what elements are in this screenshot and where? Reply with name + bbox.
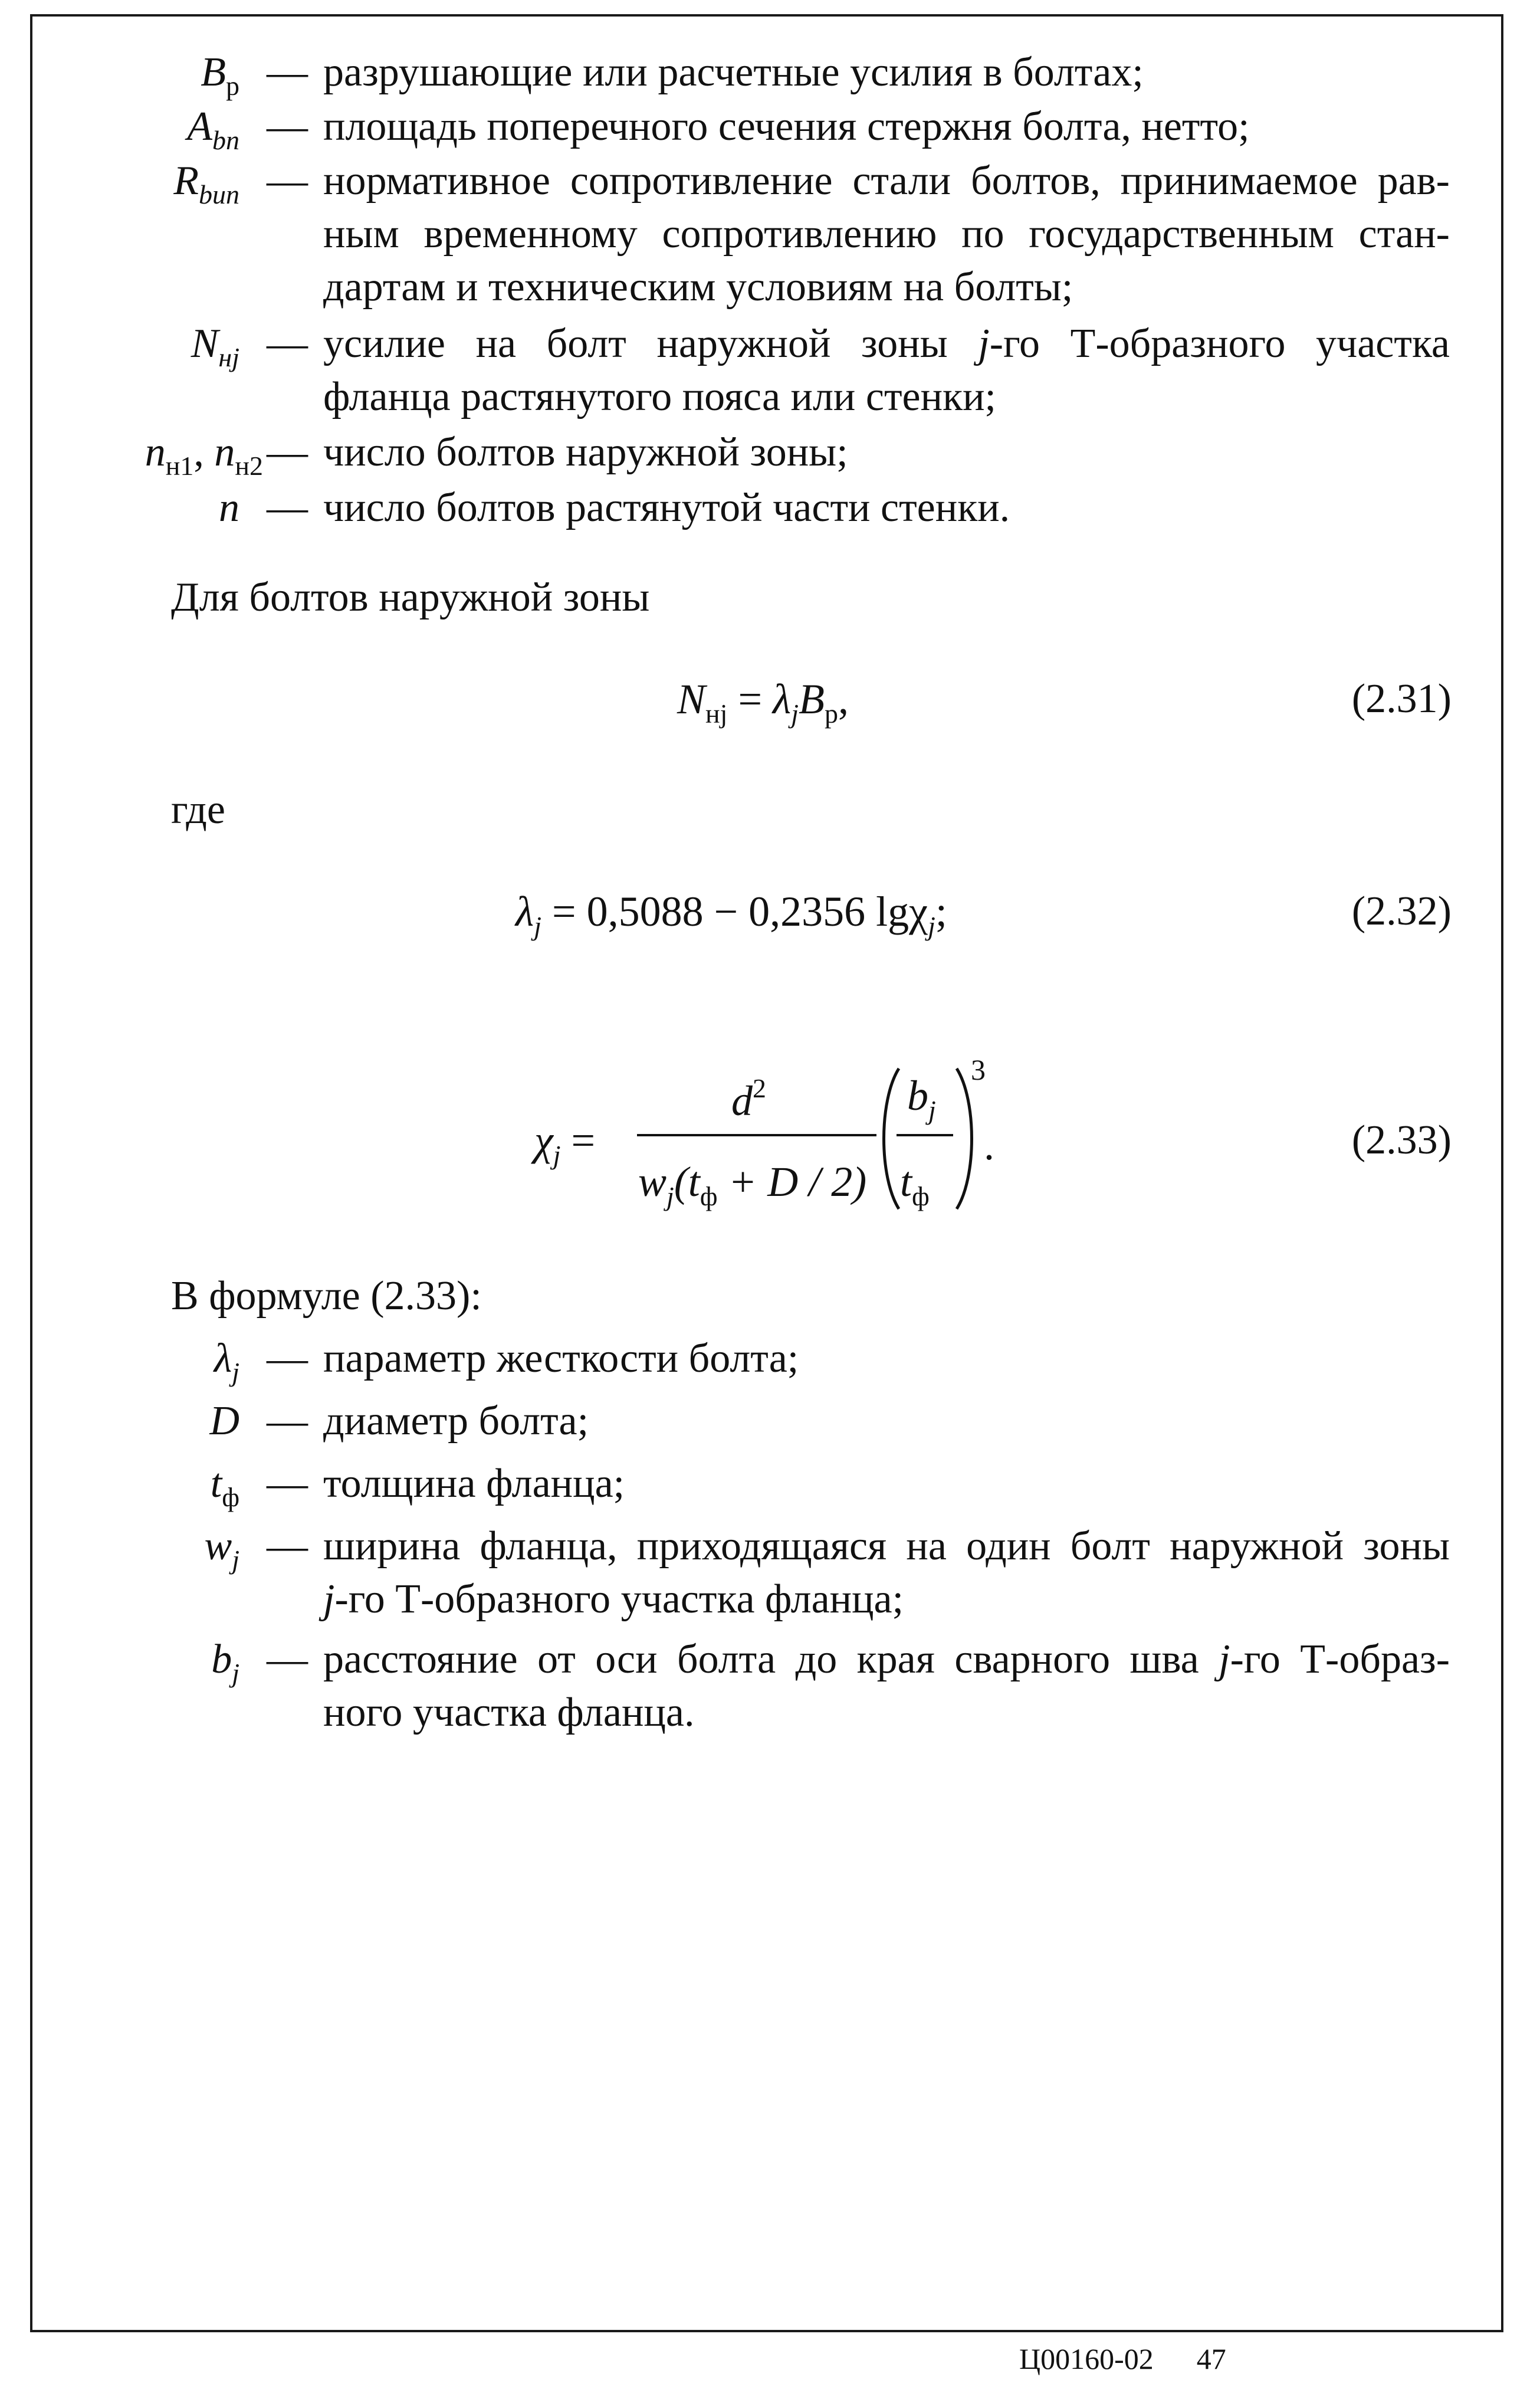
equation-2-32: $\lambda_j = 0,5088 - 0,2356$ lgχ$_j$; — [515, 888, 947, 941]
def-dash: — — [267, 104, 308, 149]
def-dash: — — [267, 430, 308, 475]
fraction-bar-2 — [897, 1134, 953, 1136]
eq-numerator: $d^2$ — [731, 1073, 766, 1125]
equation-2-31: $N_{нj} = \lambda_jB_р$, — [677, 676, 849, 729]
def-symbol: D — [209, 1398, 239, 1444]
page-footer — [1019, 2341, 1226, 2377]
def-symbol: $w_j$ — [204, 1523, 239, 1575]
def-description: нормативное сопротивление стали болтов, принимаемое рав- ным временному сопротивлению по государственным стан- дартам и техническим условиям на болты; — [323, 158, 1450, 310]
def-symbol: n — [219, 485, 239, 530]
def-symbol: $t_ф$ — [210, 1461, 239, 1512]
def-dash: — — [267, 1523, 308, 1569]
def-description: параметр жесткости болта; — [323, 1336, 799, 1381]
eq-tail: . — [984, 1122, 994, 1169]
equation-number-2-31: (2.31) — [1351, 676, 1452, 722]
eq-frac2-numerator: $b_j$ — [907, 1072, 936, 1125]
def-dash: — — [267, 158, 308, 204]
def-dash: — — [267, 485, 308, 530]
eq-power: 3 — [971, 1053, 986, 1086]
def-description: усилие на болт наружной зоны j-го Т-образного участка фланца растянутого пояса или стенки; — [323, 321, 1450, 419]
paragraph-where: где — [171, 787, 225, 832]
def-symbol: $\lambda_j$ — [214, 1336, 239, 1387]
eq-denominator: $w_j(t_ф + D / 2)$ — [638, 1158, 867, 1211]
def-description: толщина фланца; — [323, 1461, 625, 1506]
def-dash: — — [267, 1461, 308, 1506]
def-symbol: $R_{bun}$ — [173, 158, 239, 209]
def-description: расстояние от оси болта до края сварного шва j-го Т-образ- ного участка фланца. — [323, 1637, 1450, 1735]
def-dash: — — [267, 1637, 308, 1682]
paragraph-in-formula: В формуле (2.33): — [171, 1273, 482, 1319]
def-dash: — — [267, 1398, 308, 1444]
def-symbol: $b_j$ — [211, 1637, 239, 1688]
def-description: ширина фланца, приходящаяся на один болт наружной зоны j-го Т-образного участка фланца; — [323, 1523, 1450, 1622]
def-description: число болтов наружной зоны; — [323, 430, 848, 475]
def-symbol: $B_р$ — [201, 50, 239, 101]
eq-frac2-denominator: $t_ф$ — [900, 1158, 930, 1211]
page-number: 47 — [1196, 2342, 1226, 2375]
paragraph-outer-zone: Для болтов наружной зоны — [171, 575, 650, 620]
fraction-bar — [637, 1134, 876, 1136]
def-symbol: $n_{н1}$, $n_{н2}$ — [145, 430, 263, 481]
left-paren — [874, 1065, 904, 1212]
def-description: площадь поперечного сечения стержня болта, нетто; — [323, 104, 1250, 149]
def-description: разрушающие или расчетные усилия в болтах; — [323, 50, 1144, 95]
def-description: число болтов растянутой части стенки. — [323, 485, 1010, 530]
equation-number-2-32: (2.32) — [1351, 889, 1452, 934]
def-symbol: $A_{bn}$ — [187, 104, 239, 155]
def-symbol: $N_{нj}$ — [191, 321, 239, 372]
equation-number-2-33: (2.33) — [1351, 1117, 1452, 1163]
document-code: Ц00160-02 — [1019, 2342, 1154, 2375]
eq-lhs: $\chi_j$ = — [534, 1117, 596, 1170]
def-description: диаметр болта; — [323, 1398, 589, 1444]
def-dash: — — [267, 1336, 308, 1381]
def-dash: — — [267, 321, 308, 366]
def-dash: — — [267, 50, 308, 95]
